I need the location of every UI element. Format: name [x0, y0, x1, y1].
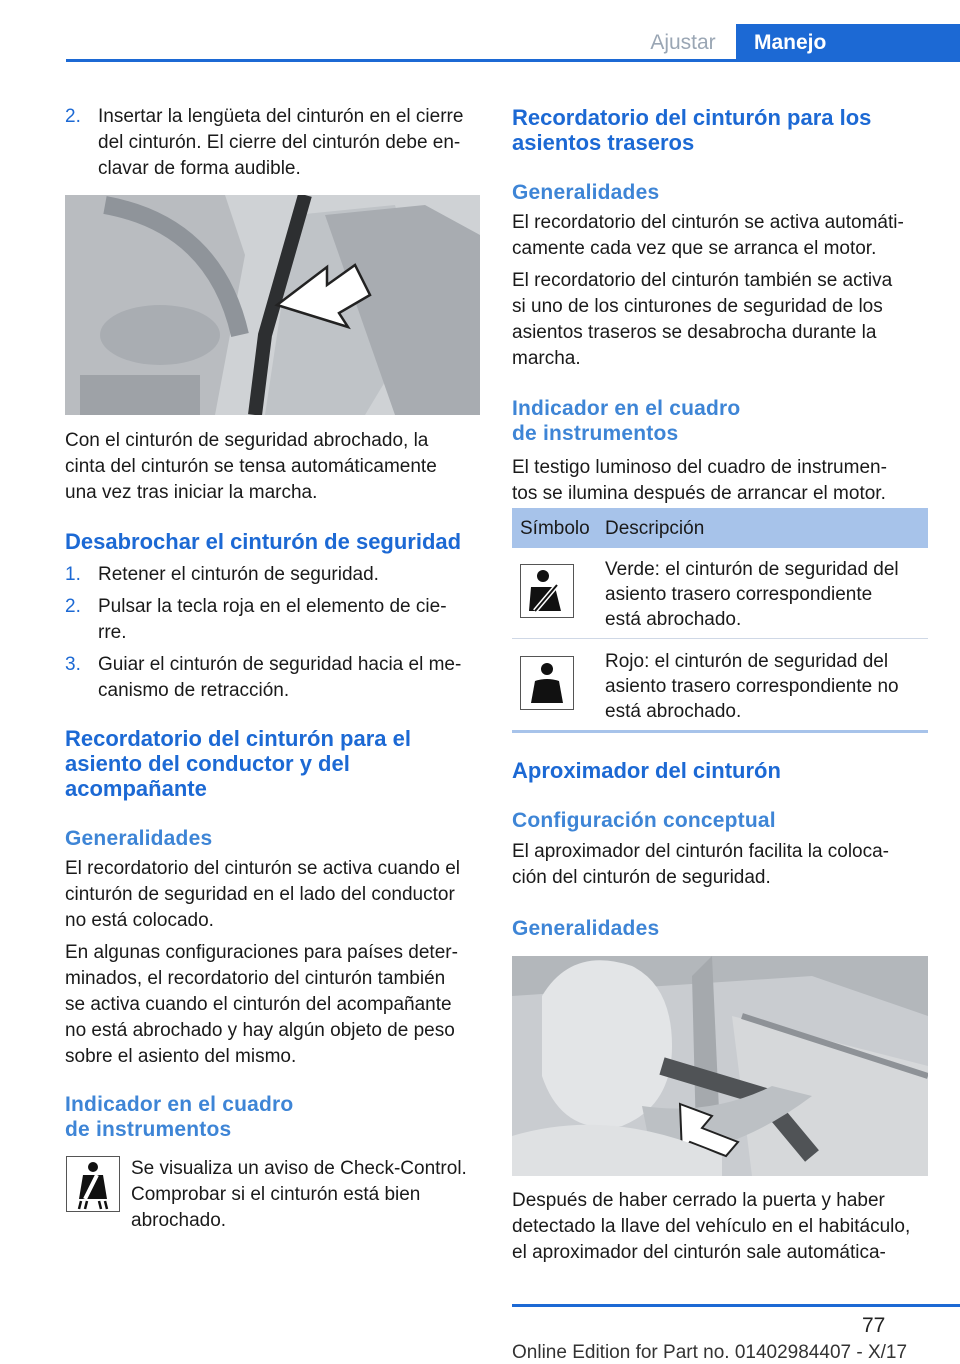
seatbelt-buckle-photo [65, 195, 480, 415]
text-line: cinta del cinturón se tensa automáticamente [65, 456, 437, 477]
text-line: Rojo: el cinturón de seguridad del [605, 651, 889, 672]
paragraph-concept [512, 839, 928, 891]
footer-edition: Online Edition for Part no. 01402984407 - X/17 [512, 1342, 908, 1363]
seatbelt-warning-icon [66, 1156, 120, 1212]
table-header [512, 508, 928, 548]
text-line: Después de haber cerrado la puerta y haber [512, 1190, 885, 1211]
list-number: 2. [65, 596, 81, 617]
text-line: Comprobar si el cinturón está bien [131, 1184, 421, 1205]
heading-reminder-front [65, 726, 411, 801]
text-line: En algunas configuraciones para países deter- [65, 942, 458, 963]
heading-line: asiento del conductor y del [65, 751, 350, 776]
text-line: ción del cinturón de seguridad. [512, 867, 771, 888]
text-line: no está colocado. [65, 910, 214, 931]
text-line: marcha. [512, 348, 581, 369]
belt-presenter-photo [512, 956, 928, 1176]
heading-presenter: Aproximador del cinturón [512, 758, 781, 783]
heading-line: Indicador en el cuadro [65, 1093, 294, 1116]
text-line: El testigo luminoso del cuadro de instrumen- [512, 457, 887, 478]
page-number: 77 [862, 1314, 886, 1337]
table-row [512, 639, 928, 729]
text-line: asiento trasero correspondiente no [605, 676, 899, 697]
table-bottom-rule [512, 730, 928, 733]
table-row [512, 548, 928, 638]
tab-manejo[interactable]: Manejo [736, 24, 960, 62]
heading-general: Generalidades [512, 917, 660, 940]
text-line: cinturón de seguridad en el lado del conductor [65, 884, 455, 905]
heading-line: asientos traseros [512, 130, 695, 155]
column-header-symbol: Símbolo [520, 518, 590, 539]
heading-line: Recordatorio del cinturón para los [512, 105, 872, 130]
text-line: una vez tras iniciar la marcha. [65, 482, 318, 503]
table-cell-description [605, 649, 925, 724]
tab-ajustar[interactable]: Ajustar [650, 31, 716, 54]
text-line: rre. [98, 622, 127, 643]
list-number: 3. [65, 654, 81, 675]
text-line: clavar de forma audible. [98, 158, 301, 179]
heading-line: de instrumentos [512, 422, 679, 445]
text-line: Verde: el cinturón de seguridad del [605, 559, 899, 580]
seatbelt-unfastened-red-icon [520, 656, 574, 710]
heading-unbuckle: Desabrochar el cinturón de seguridad [65, 529, 462, 554]
paragraph-rear-1 [512, 210, 928, 262]
heading-line: de instrumentos [65, 1118, 232, 1141]
text-line: Se visualiza un aviso de Check-Control. [131, 1158, 467, 1179]
text-line: El recordatorio del cinturón se activa cuando el [65, 858, 461, 879]
paragraph-general-1 [65, 856, 480, 934]
paragraph-tension [65, 428, 480, 506]
list-number: 1. [65, 564, 81, 585]
heading-line: Recordatorio del cinturón para el [65, 726, 411, 751]
text-line: camente cada vez que se arranca el motor. [512, 238, 877, 259]
paragraph-rear-2 [512, 268, 928, 372]
paragraph-check-control [131, 1156, 480, 1234]
text-line: Con el cinturón de seguridad abrochado, la [65, 430, 429, 451]
paragraph-indicator [512, 455, 928, 507]
text-line: El recordatorio del cinturón también se activa [512, 270, 893, 291]
heading-concept: Configuración conceptual [512, 809, 776, 832]
heading-line: acompañante [65, 776, 207, 801]
table-cell-description [605, 557, 925, 632]
heading-reminder-rear [512, 105, 871, 155]
heading-general: Generalidades [512, 181, 660, 204]
footer-rule [512, 1304, 960, 1307]
heading-indicator [65, 1092, 293, 1142]
column-header-description: Descripción [605, 518, 705, 539]
text-line: detectado la llave del vehículo en el habitáculo, [512, 1216, 911, 1237]
text-line: el aproximador del cinturón sale automática- [512, 1242, 886, 1263]
heading-general: Generalidades [65, 827, 213, 850]
text-line: no está abrochado y hay algún objeto de peso [65, 1020, 455, 1041]
belt-presenter-illustration [512, 956, 928, 1176]
text-line: si uno de los cinturones de seguridad de los [512, 296, 883, 317]
text-line: del cinturón. El cierre del cinturón debe en- [98, 132, 461, 153]
list-number: 2. [65, 106, 81, 127]
list-text [98, 594, 447, 646]
text-line: se activa cuando el cinturón del acompañante [65, 994, 452, 1015]
seatbelt-fastened-green-icon [520, 564, 574, 618]
text-line: está abrochado. [605, 701, 742, 722]
list-text: Retener el cinturón de seguridad. [98, 564, 379, 585]
paragraph-final [512, 1188, 928, 1266]
text-line: asientos traseros se desabrocha durante la [512, 322, 877, 343]
text-line: minados, el recordatorio del cinturón también [65, 968, 446, 989]
list-text [98, 652, 461, 704]
text-line: Guiar el cinturón de seguridad hacia el me- [98, 654, 462, 675]
heading-indicator [512, 396, 740, 446]
text-line: canismo de retracción. [98, 680, 290, 701]
text-line: El recordatorio del cinturón se activa automáti- [512, 212, 904, 233]
list-text [98, 104, 463, 182]
text-line: Insertar la lengüeta del cinturón en el cierre [98, 106, 464, 127]
text-line: asiento trasero correspondiente [605, 584, 873, 605]
seatbelt-buckle-illustration [65, 195, 480, 415]
heading-line: Indicador en el cuadro [512, 397, 741, 420]
text-line: sobre el asiento del mismo. [65, 1046, 297, 1067]
text-line: Pulsar la tecla roja en el elemento de cie- [98, 596, 447, 617]
paragraph-general-2 [65, 940, 480, 1070]
header-rule [66, 59, 960, 62]
text-line: abrochado. [131, 1210, 227, 1231]
text-line: está abrochado. [605, 609, 742, 630]
text-line: El aproximador del cinturón facilita la coloca- [512, 841, 890, 862]
text-line: tos se ilumina después de arrancar el motor. [512, 483, 886, 504]
